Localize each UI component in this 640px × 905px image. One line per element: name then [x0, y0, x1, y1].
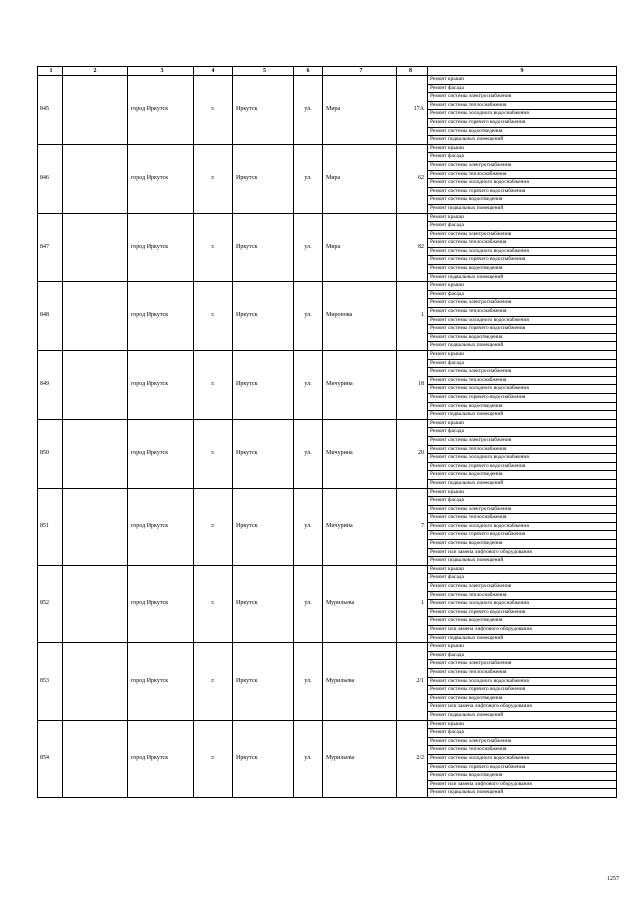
- table-row: [38, 351, 617, 420]
- street-type: ул.: [294, 565, 323, 642]
- work-item: Ремонт системы горячего водоснабжения: [428, 463, 616, 472]
- works-list: [428, 213, 617, 282]
- work-item: Ремонт системы горячего водоснабжения: [428, 394, 616, 403]
- work-item: Ремонт или замена лифтового оборудования: [428, 626, 616, 635]
- work-item: Ремонт системы холодного водоснабжения: [428, 385, 616, 394]
- city-type: г.: [194, 351, 233, 420]
- city-name: Иркутск: [233, 351, 294, 420]
- work-item: Ремонт системы водоотведения: [428, 403, 616, 412]
- work-item: Ремонт подвальных помещений: [430, 136, 504, 143]
- work-item: Ремонт системы электроснабжения: [428, 738, 616, 747]
- city-type: г.: [194, 643, 233, 720]
- row-number: 850: [38, 419, 63, 488]
- column-number: 2: [63, 67, 128, 76]
- work-item: Ремонт фасада: [428, 222, 616, 231]
- street-type: ул.: [294, 213, 323, 282]
- work-item: Ремонт системы горячего водоснабжения: [428, 609, 616, 618]
- locality-name: город Иркутск: [128, 282, 194, 351]
- work-item: Ремонт крыши: [428, 420, 616, 429]
- street-name: Мичурина: [323, 488, 397, 565]
- work-item: Ремонт фасада: [428, 497, 616, 506]
- street-name: Мира: [323, 76, 397, 145]
- row-number: 851: [38, 488, 63, 565]
- blank-cell: [63, 351, 128, 420]
- street-type: ул.: [294, 488, 323, 565]
- blank-cell: [63, 488, 128, 565]
- locality-name: город Иркутск: [128, 76, 194, 145]
- column-number: 1: [38, 67, 63, 76]
- work-item: Ремонт фасада: [428, 574, 616, 583]
- house-number: 2/1: [397, 643, 428, 720]
- table-row: [38, 643, 617, 720]
- city-type: г.: [194, 419, 233, 488]
- street-type: ул.: [294, 351, 323, 420]
- house-number: 20: [397, 419, 428, 488]
- work-item: Ремонт подвальных помещений: [430, 634, 504, 641]
- work-item: Ремонт системы теплоснабжения: [428, 669, 616, 678]
- house-number: 2/2: [397, 720, 428, 797]
- work-item: Ремонт фасада: [428, 360, 616, 369]
- row-number: 846: [38, 144, 63, 213]
- work-item: Ремонт подвальных помещений: [430, 273, 504, 280]
- city-type: г.: [194, 144, 233, 213]
- row-number: 847: [38, 213, 63, 282]
- column-number: 4: [194, 67, 233, 76]
- street-type: ул.: [294, 76, 323, 145]
- locality-name: город Иркутск: [128, 419, 194, 488]
- house-number: 62: [397, 144, 428, 213]
- locality-name: город Иркутск: [128, 144, 194, 213]
- work-item: Ремонт системы электроснабжения: [428, 583, 616, 592]
- work-item: Ремонт системы водоотведения: [428, 265, 616, 274]
- work-item: Ремонт системы теплоснабжения: [428, 171, 616, 180]
- work-item: Ремонт или замена лифтового оборудования: [428, 781, 616, 790]
- page-number: 1257: [607, 876, 619, 882]
- column-number: 5: [233, 67, 294, 76]
- works-list: [428, 76, 617, 145]
- row-number: 853: [38, 643, 63, 720]
- house-number: 7: [397, 488, 428, 565]
- locality-name: город Иркутск: [128, 565, 194, 642]
- city-type: г.: [194, 488, 233, 565]
- blank-cell: [63, 720, 128, 797]
- city-type: г.: [194, 76, 233, 145]
- work-item: Ремонт системы теплоснабжения: [428, 514, 616, 523]
- work-item: Ремонт крыши: [428, 566, 616, 575]
- table-row: [38, 282, 617, 351]
- city-name: Иркутск: [233, 419, 294, 488]
- works-list: [428, 144, 617, 213]
- column-number: 6: [294, 67, 323, 76]
- work-item: Ремонт системы холодного водоснабжения: [428, 755, 616, 764]
- work-item: Ремонт системы электроснабжения: [428, 93, 616, 102]
- work-item: Ремонт фасада: [428, 729, 616, 738]
- work-item: Ремонт крыши: [428, 76, 616, 85]
- work-item: Ремонт фасада: [428, 652, 616, 661]
- work-item: Ремонт системы электроснабжения: [428, 299, 616, 308]
- street-type: ул.: [294, 419, 323, 488]
- work-item: Ремонт системы холодного водоснабжения: [428, 110, 616, 119]
- blank-cell: [63, 144, 128, 213]
- work-item: Ремонт системы горячего водоснабжения: [428, 119, 616, 128]
- works-list: [428, 351, 617, 420]
- house-number: 82: [397, 213, 428, 282]
- work-item: Ремонт системы теплоснабжения: [428, 746, 616, 755]
- work-item: Ремонт системы горячего водоснабжения: [428, 764, 616, 773]
- city-name: Иркутск: [233, 720, 294, 797]
- work-item: Ремонт крыши: [428, 351, 616, 360]
- table-row: [38, 488, 617, 565]
- house-number: 1: [397, 565, 428, 642]
- work-item: Ремонт системы водоотведения: [428, 772, 616, 781]
- works-list: [428, 565, 617, 642]
- works-list: [428, 488, 617, 565]
- blank-cell: [63, 282, 128, 351]
- city-type: г.: [194, 720, 233, 797]
- work-item: Ремонт системы водоотведения: [428, 128, 616, 137]
- city-type: г.: [194, 213, 233, 282]
- blank-cell: [63, 76, 128, 145]
- work-item: Ремонт или замена лифтового оборудования: [428, 703, 616, 712]
- work-item: Ремонт системы водоотведения: [428, 471, 616, 480]
- street-name: Мурильева: [323, 643, 397, 720]
- blank-cell: [63, 643, 128, 720]
- column-number: 7: [323, 67, 397, 76]
- works-list: [428, 419, 617, 488]
- work-item: Ремонт системы холодного водоснабжения: [428, 248, 616, 257]
- work-item: Ремонт системы холодного водоснабжения: [428, 179, 616, 188]
- works-list: [428, 282, 617, 351]
- repair-program-table: [37, 66, 617, 798]
- city-name: Иркутск: [233, 76, 294, 145]
- work-item: Ремонт подвальных помещений: [430, 342, 504, 349]
- table-row: [38, 213, 617, 282]
- city-name: Иркутск: [233, 565, 294, 642]
- work-item: Ремонт системы электроснабжения: [428, 437, 616, 446]
- street-type: ул.: [294, 282, 323, 351]
- row-number: 852: [38, 565, 63, 642]
- work-item: Ремонт системы электроснабжения: [428, 231, 616, 240]
- column-number: 8: [397, 67, 428, 76]
- work-item: Ремонт системы теплоснабжения: [428, 377, 616, 386]
- work-item: Ремонт фасада: [428, 428, 616, 437]
- city-name: Иркутск: [233, 282, 294, 351]
- city-name: Иркутск: [233, 643, 294, 720]
- work-item: Ремонт или замена лифтового оборудования: [428, 549, 616, 558]
- house-number: 18: [397, 351, 428, 420]
- work-item: Ремонт системы водоотведения: [428, 695, 616, 704]
- work-item: Ремонт системы электроснабжения: [428, 368, 616, 377]
- city-name: Иркутск: [233, 213, 294, 282]
- table-row: [38, 720, 617, 797]
- work-item: Ремонт крыши: [428, 145, 616, 154]
- work-item: Ремонт крыши: [428, 214, 616, 223]
- street-name: Мира: [323, 213, 397, 282]
- table-row: [38, 76, 617, 145]
- house-number: 1: [397, 282, 428, 351]
- blank-cell: [63, 213, 128, 282]
- street-name: Миронова: [323, 282, 397, 351]
- work-item: Ремонт системы теплоснабжения: [428, 446, 616, 455]
- locality-name: город Иркутск: [128, 351, 194, 420]
- column-number: 3: [128, 67, 194, 76]
- work-item: Ремонт крыши: [428, 282, 616, 291]
- blank-cell: [63, 419, 128, 488]
- work-item: Ремонт системы теплоснабжения: [428, 308, 616, 317]
- work-item: Ремонт системы холодного водоснабжения: [428, 317, 616, 326]
- row-number: 848: [38, 282, 63, 351]
- street-name: Мурильева: [323, 720, 397, 797]
- work-item: Ремонт подвальных помещений: [430, 479, 504, 486]
- city-name: Иркутск: [233, 488, 294, 565]
- work-item: Ремонт системы водоотведения: [428, 196, 616, 205]
- column-number: 9: [428, 67, 617, 76]
- work-item: Ремонт системы водоотведения: [428, 540, 616, 549]
- work-item: Ремонт системы холодного водоснабжения: [428, 523, 616, 532]
- row-number: 854: [38, 720, 63, 797]
- work-item: Ремонт системы электроснабжения: [428, 162, 616, 171]
- works-list: [428, 720, 617, 797]
- street-type: ул.: [294, 720, 323, 797]
- work-item: Ремонт подвальных помещений: [430, 411, 504, 418]
- work-item: Ремонт крыши: [428, 643, 616, 652]
- work-item: Ремонт подвальных помещений: [430, 789, 504, 796]
- street-name: Мурильева: [323, 565, 397, 642]
- street-name: Мичурина: [323, 419, 397, 488]
- row-number: 849: [38, 351, 63, 420]
- work-item: Ремонт фасада: [428, 85, 616, 94]
- table-row: [38, 419, 617, 488]
- work-item: Ремонт системы холодного водоснабжения: [428, 454, 616, 463]
- work-item: Ремонт фасада: [428, 291, 616, 300]
- work-item: Ремонт системы водоотведения: [428, 334, 616, 343]
- locality-name: город Иркутск: [128, 720, 194, 797]
- locality-name: город Иркутск: [128, 643, 194, 720]
- work-item: Ремонт фасада: [428, 153, 616, 162]
- work-item: Ремонт подвальных помещений: [430, 557, 504, 564]
- work-item: Ремонт системы горячего водоснабжения: [428, 325, 616, 334]
- street-name: Мичурина: [323, 351, 397, 420]
- work-item: Ремонт системы электроснабжения: [428, 506, 616, 515]
- works-list: [428, 643, 617, 720]
- work-item: Ремонт системы холодного водоснабжения: [428, 678, 616, 687]
- work-item: Ремонт системы водоотведения: [428, 617, 616, 626]
- street-name: Мира: [323, 144, 397, 213]
- work-item: Ремонт системы теплоснабжения: [428, 239, 616, 248]
- work-item: Ремонт подвальных помещений: [430, 204, 504, 211]
- work-item: Ремонт системы холодного водоснабжения: [428, 600, 616, 609]
- table-row: [38, 144, 617, 213]
- work-item: Ремонт системы горячего водоснабжения: [428, 531, 616, 540]
- work-item: Ремонт системы теплоснабжения: [428, 592, 616, 601]
- blank-cell: [63, 565, 128, 642]
- house-number: 17А: [397, 76, 428, 145]
- work-item: Ремонт крыши: [428, 721, 616, 730]
- work-item: Ремонт системы горячего водоснабжения: [428, 256, 616, 265]
- locality-name: город Иркутск: [128, 213, 194, 282]
- column-number-row: [38, 67, 617, 76]
- locality-name: город Иркутск: [128, 488, 194, 565]
- table-row: [38, 565, 617, 642]
- row-number: 845: [38, 76, 63, 145]
- work-item: Ремонт системы теплоснабжения: [428, 102, 616, 111]
- work-item: Ремонт крыши: [428, 489, 616, 498]
- city-name: Иркутск: [233, 144, 294, 213]
- work-item: Ремонт системы горячего водоснабжения: [428, 188, 616, 197]
- street-type: ул.: [294, 144, 323, 213]
- work-item: Ремонт системы горячего водоснабжения: [428, 686, 616, 695]
- street-type: ул.: [294, 643, 323, 720]
- work-item: Ремонт подвальных помещений: [430, 711, 504, 718]
- city-type: г.: [194, 565, 233, 642]
- work-item: Ремонт системы электроснабжения: [428, 660, 616, 669]
- city-type: г.: [194, 282, 233, 351]
